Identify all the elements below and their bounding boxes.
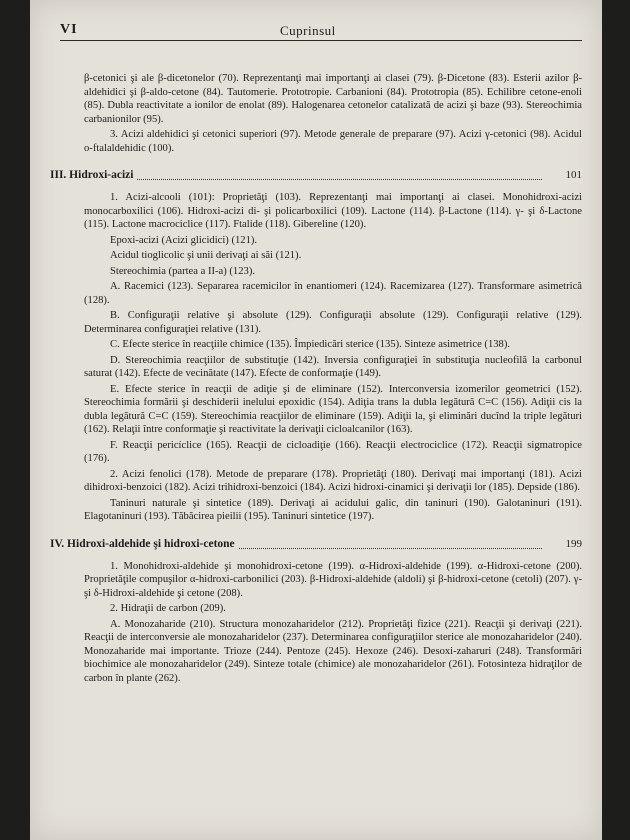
chapter-heading bbox=[50, 169, 582, 183]
toc-entry: 3. Acizi aldehidici şi cetonici superiori (97). Metode generale de preparare (97). Acizi γ-cetonici (98). Acidul o-ftalaldehidic (100). bbox=[84, 129, 582, 154]
toc-entry: A. Monozaharide (210). Structura monozaharidelor (212). Proprietăţi fizice (221). Reacţii şi derivaţi (221). Reacţii de interconversie ale monozaharidelor (237). Determinarea configuraţiilor sterice ale monozaharidelor (240). Monozaharide mai importante. Trioze (244). Pentoze (245). Hexoze (246). Desoxi-zaharuri (248). Transformări biochimice ale monozaharidelor (249). Sinteze totale (chimice) ale monozaharidelor (261). Fotosinteza hidraţilor de carbon în plante (262). bbox=[84, 618, 582, 684]
toc-entry: B. Configuraţii relative şi absolute (129). Configuraţii absolute (129). Configuraţii relative (129). Determinarea configuraţiei relative (131). bbox=[84, 310, 582, 335]
chapter-title: III. Hidroxi-acizi bbox=[50, 169, 137, 183]
toc-entry: Acidul tioglicolic şi unii derivaţi ai săi (121). bbox=[110, 250, 302, 261]
toc-entry: 1. Acizi-alcooli (101): Proprietăţi (103). Reprezentanţi mai importanţi ai clasei. Monohidroxi-acizi monocarboxilici (106). Hidroxi-acizi di- şi policarboxilici (109). Lactone (114). β-Lactone (114). γ- şi δ-Lactone (115). Lactone macrociclice (117). Ftalide (118). Gibereline (120). bbox=[84, 192, 582, 230]
toc-entry: Taninuri naturale şi sintetice (189). Derivaţi ai acidului galic, din taninuri (190). Galotaninuri (191). Elagotaninuri (193). Tăbăcirea pieilii (195). Taninuri sintetice (197). bbox=[84, 497, 582, 522]
chapter-page: 199 bbox=[562, 538, 583, 552]
page-number: VI bbox=[60, 22, 78, 37]
chapter-heading bbox=[50, 538, 582, 552]
toc-entry: 2. Hidraţii de carbon (209). bbox=[110, 603, 226, 614]
toc-entry: A. Racemici (123). Separarea racemicilor în enantiomeri (124). Racemizarea (127). Transformare asimetrică (128). bbox=[84, 281, 582, 306]
toc-entry: F. Reacţii pericíclice (165). Reacţii de cicloadiţie (166). Reacţii electrociclice (172). Reacţii sigmatropice (176). bbox=[84, 439, 582, 464]
running-title: Cuprinsul bbox=[280, 23, 336, 38]
toc-entry: Epoxi-acizi (Acizi glicidici) (121). bbox=[110, 234, 258, 246]
toc-entry: D. Stereochimia reacţiilor de substituţie (142). Inversia configuraţiei în substituţia nucleofilă la carbonul saturat (142). Efecte de vecinătate (147). Efecte de conformaţie (149). bbox=[84, 354, 582, 379]
toc-entry: 2. Acizi fenolici (178). Metode de preparare (178). Proprietăţi (180). Derivaţi mai importanţi (181). Acizi dihidroxi-benzoici (182). Acizi trihidroxi-benzoici (184). Acizi hidroxi-cinamici şi derivaţii lor (185). Depside (186). bbox=[84, 468, 582, 493]
book-page bbox=[30, 0, 602, 840]
toc-entry: C. Efecte sterice în reacţiile chimice (135). Împiedicări sterice (135). Sinteze asimetrice (138). bbox=[110, 339, 511, 350]
chapter-page: 101 bbox=[562, 169, 583, 183]
toc-entry: β-cetonici şi ale β-dicetonelor (70). Reprezentanţi mai importanţi ai clasei (79). β-Dicetone (83). Esterii azilor β-aldehidici şi β-aldo-cetone (84). Tautomerie. Prototropie. Carbanioni (84). Prototropia (85). Echilibre cetone-enoli (85). Dubla reactivitate a ionilor de enolat (89). Halogenarea cetonelor catalizată de acizi şi baze (93). Stereochimia carbanionilor (95). bbox=[84, 73, 582, 125]
chapter-title: IV. Hidroxi-aldehide şi hidroxi-cetone bbox=[50, 538, 239, 552]
table-of-contents bbox=[50, 72, 582, 687]
toc-entry: E. Efecte sterice în reacţii de adiţie şi de eliminare (152). Interconversia izomerilor geometrici (152). Stereochimia formării şi deschiderii inelului epoxidic (154). Adiţia trans la dubla legătură C=C (156). Adiţii cis la dubla legătură C=C (159). Stereochimia reacţiilor de eliminare (159). Adiţii la, şi eliminări ducînd la triple legături (162). Relaţii între conformaţie şi reactivitate la derivaţii cicloalcanilor (163). bbox=[84, 383, 582, 435]
page-header bbox=[60, 16, 582, 41]
toc-entry: 1. Monohidroxi-aldehide şi monohidroxi-cetone (199). α-Hidroxi-aldehide (199). α-Hidroxi-cetone (200). Proprietăţile compuşilor α-hidroxi-carbonilici (203). β-Hidroxi-aldehide (aldoli) şi β-hidroxi-cetone (cetoli) (207). γ- şi δ-Hidroxi-aldehide şi cetone (208). bbox=[84, 560, 582, 599]
toc-entry: Stereochimia (partea a II-a) (123). bbox=[110, 265, 255, 277]
